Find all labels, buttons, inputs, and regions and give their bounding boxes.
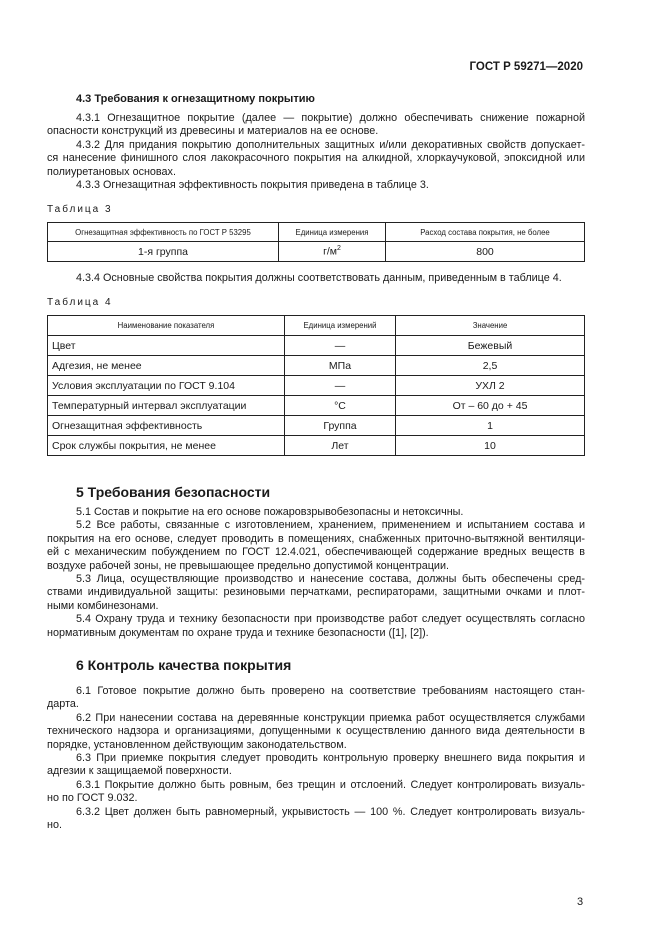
column-header: Расход состава покрытия, не более: [386, 223, 585, 242]
table-cell: 2,5: [396, 356, 585, 376]
text-line: порядке, установленном действующим законодательством.: [47, 738, 347, 751]
text-line: технического надзора и организациями, допущенными к осуществлению данного вида деятельности в: [47, 725, 585, 738]
unit-text: г/м: [323, 245, 338, 258]
paragraph-4-3-4: [47, 272, 585, 285]
section-4-3-body: [47, 112, 585, 192]
table-cell: 1: [396, 416, 585, 436]
text-line: адгезии к защищаемой поверхности.: [47, 765, 232, 778]
table-cell: Температурный интервал эксплуатации: [48, 396, 285, 416]
table-cell: Огнезащитная эффективность: [48, 416, 285, 436]
table-cell: Лет: [285, 436, 396, 456]
table-cell: Бежевый: [396, 336, 585, 356]
table-cell: —: [285, 376, 396, 396]
text-line: 6.3.1 Покрытие должно быть ровным, без трещин и отслоений. Следует контролировать визуаль-: [76, 778, 585, 791]
table-header-row: [48, 316, 585, 336]
text-line: 5.2 Все работы, связанные с изготовлением, хранением, применением и испытанием состава и: [76, 519, 585, 532]
column-header: Единица измерения: [279, 223, 386, 242]
table-cell: [279, 242, 386, 262]
text-line: 4.3.3 Огнезащитная эффективность покрытия приведена в таблице 3.: [76, 178, 429, 191]
table-row: [48, 356, 585, 376]
text-line: 4.3.1 Огнезащитное покрытие (далее — покрытие) должно обеспечивать снижение пожарной: [76, 112, 585, 124]
table-cell: Срок службы покрытия, не менее: [48, 436, 285, 456]
text-line: 6.3 При приемке покрытия следует проводить контрольную проверку внешнего вида покрытия и: [76, 751, 585, 764]
page-number: 3: [577, 896, 584, 908]
text-line: но.: [47, 818, 62, 831]
table-cell: От – 60 до + 45: [396, 396, 585, 416]
section-4-3-title: 4.3 Требования к огнезащитному покрытию: [76, 93, 315, 105]
text-line: ствами индивидуальной защиты: резиновыми перчатками, респираторами, защитными очками и плот-: [47, 586, 585, 599]
table-3: [47, 222, 585, 262]
table-cell: °С: [285, 396, 396, 416]
text-line: ными комбинезонами.: [47, 599, 159, 612]
text-line: покрытия на его основе, следует проводить в помещениях, снабженных приточно-вытяжной вентиляци-: [47, 532, 585, 545]
text-line: 4.3.4 Основные свойства покрытия должны соответствовать данным, приведенным в таблице 4.: [76, 272, 562, 284]
unit-superscript: 2: [337, 245, 341, 253]
table-cell: 1-я группа: [48, 242, 279, 262]
column-header: Огнезащитная эффективность по ГОСТ Р 53295: [48, 223, 279, 242]
table-cell: МПа: [285, 356, 396, 376]
table-cell: Группа: [285, 416, 396, 436]
text-line: ся нанесение финишного слоя лакокрасочного покрытия на алкидной, хлоркаучуковой, эпоксидной или: [47, 152, 585, 165]
table-cell: 800: [386, 242, 585, 262]
table-row: [48, 242, 585, 262]
text-line: полиуретановых основах.: [47, 165, 176, 178]
table-row: [48, 336, 585, 356]
table-header-row: [48, 223, 585, 242]
text-line: 6.3.2 Цвет должен быть равномерный, укрывистость — 100 %. Следует контролировать визуаль-: [76, 805, 585, 818]
table-cell: УХЛ 2: [396, 376, 585, 396]
column-header: Значение: [396, 316, 585, 336]
text-line: 4.3.2 Для придания покрытию дополнительных защитных и/или декоративных свойств допускает-: [76, 138, 585, 151]
table-cell: —: [285, 336, 396, 356]
text-line: но по ГОСТ 9.032.: [47, 792, 138, 805]
text-line: опасности конструкций из древесины и материалов на ее основе.: [47, 125, 379, 138]
table-3-caption: Таблица 3: [47, 204, 113, 215]
section-5-title: 5 Требования безопасности: [76, 484, 271, 500]
table-cell: Цвет: [48, 336, 285, 356]
text-line: воздухе рабочей зоны, не превышающее предельно допустимой концентрации.: [47, 559, 449, 572]
section-6-body: [47, 685, 585, 832]
section-5-body: [47, 506, 585, 640]
table-row: [48, 396, 585, 416]
column-header: Наименование показателя: [48, 316, 285, 336]
text-line: нормативным документам по охране труда и технике безопасности ([1], [2]).: [47, 626, 429, 639]
text-line: 6.2 При нанесении состава на деревянные конструкции приемка работ осуществляется службами: [76, 711, 585, 724]
table-cell: Адгезия, не менее: [48, 356, 285, 376]
table-cell: 10: [396, 436, 585, 456]
text-line: 5.1 Состав и покрытие на его основе пожаровзрывобезопасны и нетоксичны.: [76, 506, 464, 518]
text-line: 6.1 Готовое покрытие должно быть проверено на соответствие требованиям настоящего стан-: [76, 685, 585, 697]
text-line: дарта.: [47, 698, 79, 711]
table-row: [48, 416, 585, 436]
table-4-caption: Таблица 4: [47, 297, 113, 308]
table-4: [47, 315, 585, 456]
table-row: [48, 436, 585, 456]
table-row: [48, 376, 585, 396]
section-6-title: 6 Контроль качества покрытия: [76, 657, 292, 673]
column-header: Единица измерений: [285, 316, 396, 336]
table-cell: Условия эксплуатации по ГОСТ 9.104: [48, 376, 285, 396]
text-line: 5.4 Охрану труда и технику безопасности при производстве работ следует осуществлять согласно: [76, 613, 585, 626]
document-code: ГОСТ Р 59271—2020: [469, 61, 583, 73]
text-line: 5.3 Лица, осуществляющие производство и нанесение состава, должны быть обеспечены сред-: [76, 572, 585, 585]
text-line: ей с механическим побуждением по ГОСТ 12.4.021, обеспечивающей содержание вредных веществ в: [47, 546, 585, 559]
